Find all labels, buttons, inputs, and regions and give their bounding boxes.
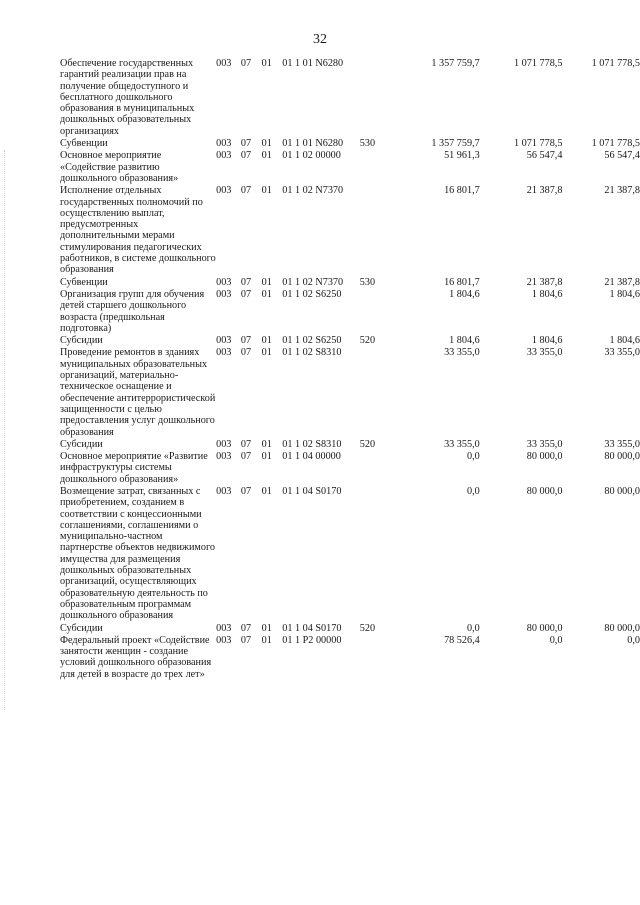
amount-year-3: 33 355,0 <box>604 347 640 359</box>
ved-code: 003 <box>216 185 232 197</box>
amount-year-1: 16 801,7 <box>444 185 480 197</box>
section-code: 07 <box>240 288 252 300</box>
subsection-code: 01 <box>261 335 272 347</box>
expense-type-code <box>360 58 392 138</box>
expense-type-code: 530 <box>359 138 376 150</box>
ved-code: 003 <box>216 438 232 450</box>
ved-code: 003 <box>216 335 232 347</box>
amount-year-3: 80 000,0 <box>604 622 640 634</box>
table-row <box>60 486 640 623</box>
ved-code: 003 <box>216 58 232 69</box>
amount-year-1: 0,0 <box>466 451 480 463</box>
section-code: 07 <box>240 58 252 69</box>
amount-year-3: 21 387,8 <box>604 185 640 197</box>
page-number: 32 <box>313 32 327 47</box>
amount-year-1: 1 357 759,7 <box>431 58 480 69</box>
target-article-code: 01 1 02 S8310 <box>282 347 342 359</box>
subsection-code: 01 <box>261 138 272 150</box>
amount-year-2: 80 000,0 <box>526 485 563 497</box>
row-name: Федеральный проект «Содействие занятости женщин - создание условий дошкольного образования для детей в возрасте до трех лет» <box>60 634 212 680</box>
row-name: Возмещение затрат, связанных с приобретением, созданием в соответствии с концессионными соглашениями, соглашениями о муниципально-частном партнерстве объектов недвижимого имущества для размещения дошкольных образовательных организаций, осуществляющих образовательную деятельность по образовательным программам дошкольного образования <box>60 485 215 622</box>
table-row <box>60 623 640 635</box>
ved-code: 003 <box>216 485 232 497</box>
row-name: Организация групп для обучения детей старшего дошкольного возраста (предшкольная подготовка) <box>60 288 205 334</box>
expense-type-code <box>360 150 392 185</box>
amount-year-2: 1 804,6 <box>531 335 563 347</box>
amount-year-2: 56 547,4 <box>526 150 563 162</box>
table-row <box>60 277 640 289</box>
amount-year-3: 21 387,8 <box>604 276 640 288</box>
subsection-code: 01 <box>261 58 272 69</box>
amount-year-2: 1 071 778,5 <box>514 58 563 69</box>
section-code: 07 <box>240 185 252 197</box>
expense-type-code: 520 <box>359 335 376 347</box>
table-row <box>60 439 640 451</box>
amount-year-2: 21 387,8 <box>526 276 563 288</box>
expense-type-code <box>360 289 392 335</box>
budget-table <box>60 58 640 681</box>
section-code: 07 <box>240 438 252 450</box>
section-code: 07 <box>240 150 252 162</box>
ved-code: 003 <box>216 622 232 634</box>
table-row <box>60 289 640 335</box>
amount-year-2: 80 000,0 <box>526 622 563 634</box>
amount-year-3: 56 547,4 <box>604 150 640 162</box>
amount-year-1: 33 355,0 <box>444 347 480 359</box>
row-name: Основное мероприятие «Развитие инфраструктуры системы дошкольного образования» <box>60 451 208 485</box>
ved-code: 003 <box>216 150 232 162</box>
target-article-code: 01 1 04 00000 <box>282 451 341 463</box>
expense-type-code <box>360 347 392 438</box>
table-row <box>60 451 640 486</box>
table-row <box>60 58 640 138</box>
subsection-code: 01 <box>261 150 272 162</box>
row-name: Субсидии <box>60 622 103 634</box>
target-article-code: 01 1 04 S0170 <box>282 485 342 497</box>
row-name: Субсидии <box>60 438 103 450</box>
amount-year-3: 80 000,0 <box>604 485 640 497</box>
expense-type-code <box>360 486 392 623</box>
target-article-code: 01 1 02 N7370 <box>282 185 344 197</box>
row-name: Проведение ремонтов в зданиях муниципальных образовательных организаций, материально-техническое оснащение и обеспечение антитеррористической защищенности с целью предоставления услуг дошкольного образования <box>60 347 216 438</box>
section-code: 07 <box>240 634 252 646</box>
target-article-code: 01 1 04 S0170 <box>282 622 342 634</box>
table-row <box>60 347 640 438</box>
ved-code: 003 <box>216 451 232 463</box>
expense-type-code <box>360 185 392 276</box>
table-row <box>60 138 640 150</box>
amount-year-2: 80 000,0 <box>526 451 563 463</box>
amount-year-3: 1 071 778,5 <box>591 58 640 69</box>
amount-year-3: 1 804,6 <box>609 288 640 300</box>
target-article-code: 01 1 02 S6250 <box>282 288 342 300</box>
subsection-code: 01 <box>261 347 272 359</box>
target-article-code: 01 1 01 N6280 <box>282 58 344 69</box>
table-row <box>60 635 640 681</box>
amount-year-3: 1 804,6 <box>609 335 640 347</box>
table-row <box>60 150 640 185</box>
section-code: 07 <box>240 335 252 347</box>
row-name: Субвенции <box>60 138 108 150</box>
amount-year-2: 21 387,8 <box>526 185 563 197</box>
amount-year-1: 33 355,0 <box>444 438 480 450</box>
amount-year-2: 0,0 <box>549 634 563 646</box>
ved-code: 003 <box>216 634 232 646</box>
section-code: 07 <box>240 451 252 463</box>
amount-year-1: 16 801,7 <box>444 276 480 288</box>
amount-year-1: 1 357 759,7 <box>431 138 480 150</box>
amount-year-3: 1 071 778,5 <box>591 138 640 150</box>
subsection-code: 01 <box>261 288 272 300</box>
amount-year-1: 51 961,3 <box>444 150 480 162</box>
section-code: 07 <box>240 485 252 497</box>
section-code: 07 <box>240 276 252 288</box>
expense-type-code <box>360 635 392 681</box>
row-name: Субсидии <box>60 335 103 347</box>
ved-code: 003 <box>216 276 232 288</box>
ved-code: 003 <box>216 138 232 150</box>
target-article-code: 01 1 02 S8310 <box>282 438 342 450</box>
amount-year-1: 78 526,4 <box>444 634 480 646</box>
amount-year-2: 1 804,6 <box>531 288 563 300</box>
amount-year-1: 1 804,6 <box>449 288 480 300</box>
subsection-code: 01 <box>261 185 272 197</box>
amount-year-2: 33 355,0 <box>526 438 563 450</box>
section-code: 07 <box>240 138 252 150</box>
row-name: Обеспечение государственных гарантий реализации прав на получение общедоступного и бесплатного дошкольного образования в муниципальных дошкольных образовательных организациях <box>60 58 195 137</box>
scan-edge-marks <box>4 150 8 710</box>
target-article-code: 01 1 02 N7370 <box>282 276 344 288</box>
amount-year-1: 1 804,6 <box>449 335 480 347</box>
target-article-code: 01 1 01 N6280 <box>282 138 344 150</box>
section-code: 07 <box>240 622 252 634</box>
amount-year-3: 33 355,0 <box>604 438 640 450</box>
amount-year-1: 0,0 <box>466 622 480 634</box>
target-article-code: 01 1 P2 00000 <box>282 634 342 646</box>
subsection-code: 01 <box>261 485 272 497</box>
ved-code: 003 <box>216 347 232 359</box>
target-article-code: 01 1 02 S6250 <box>282 335 342 347</box>
section-code: 07 <box>240 347 252 359</box>
subsection-code: 01 <box>261 276 272 288</box>
subsection-code: 01 <box>261 634 272 646</box>
expense-type-code: 520 <box>359 622 376 634</box>
expense-type-code: 520 <box>359 438 376 450</box>
target-article-code: 01 1 02 00000 <box>282 150 341 162</box>
expense-type-code: 530 <box>359 276 376 288</box>
row-name: Субвенции <box>60 276 108 288</box>
table-row <box>60 335 640 347</box>
subsection-code: 01 <box>261 451 272 463</box>
amount-year-3: 80 000,0 <box>604 451 640 463</box>
row-name: Исполнение отдельных государственных полномочий по осуществлению выплат, предусмотренных дополнительными мерами стимулирования педагогических работников, в системе дошкольного образования <box>60 185 216 276</box>
subsection-code: 01 <box>261 622 272 634</box>
amount-year-1: 0,0 <box>466 485 480 497</box>
amount-year-2: 33 355,0 <box>526 347 563 359</box>
amount-year-3: 0,0 <box>627 634 640 646</box>
ved-code: 003 <box>216 288 232 300</box>
expense-type-code <box>360 451 392 486</box>
row-name: Основное мероприятие «Содействие развитию дошкольного образования» <box>60 150 179 184</box>
table-row <box>60 185 640 276</box>
amount-year-2: 1 071 778,5 <box>514 138 563 150</box>
subsection-code: 01 <box>261 438 272 450</box>
